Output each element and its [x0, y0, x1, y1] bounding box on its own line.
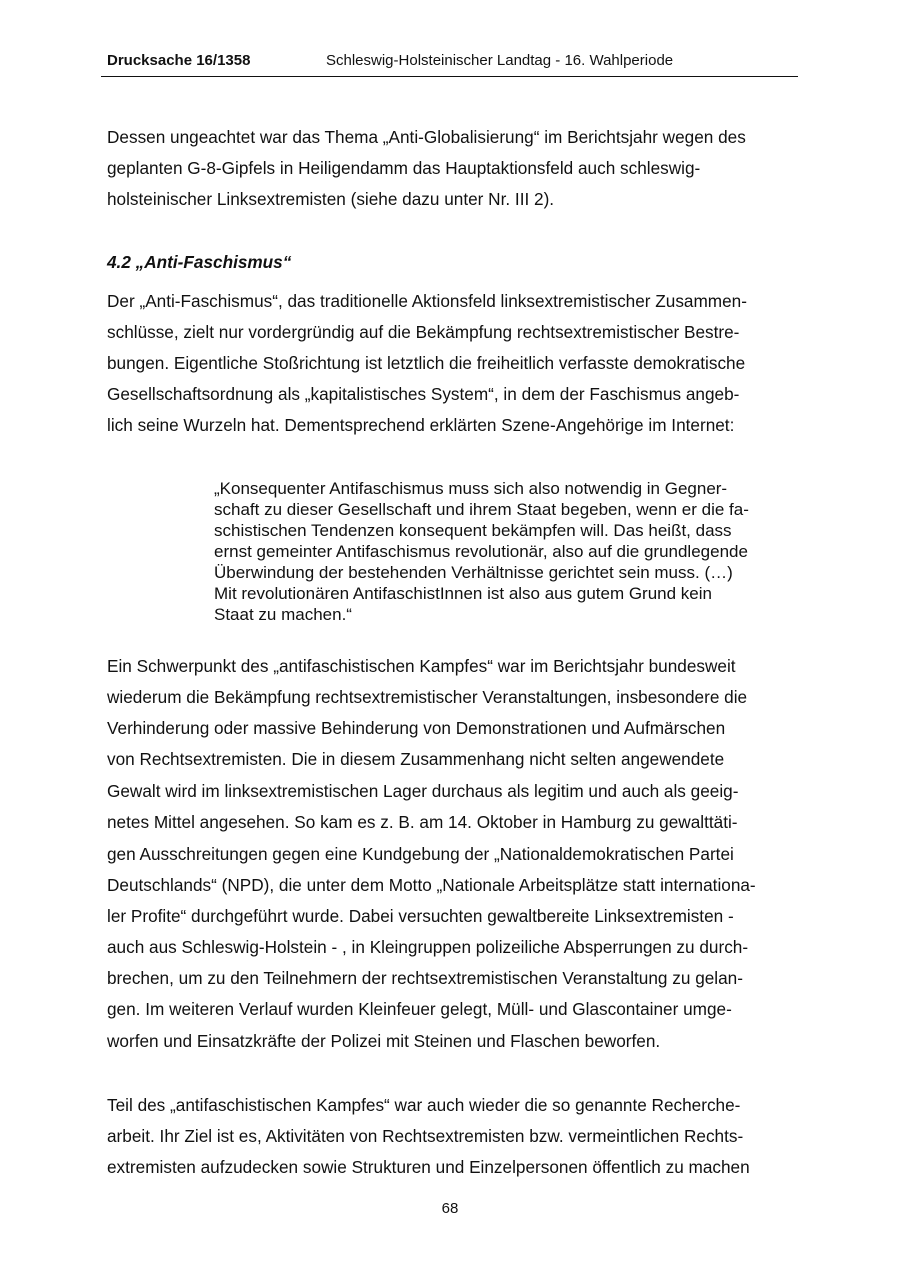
text-line: ler Profite“ durchgeführt wurde. Dabei versuchten gewaltbereite Linksextremisten - — [107, 906, 734, 926]
text-line: auch aus Schleswig-Holstein - , in Kleingruppen polizeiliche Absperrungen zu durch- — [107, 937, 749, 957]
document-number: Drucksache 16/1358 — [107, 52, 251, 69]
quote-line: Überwindung der bestehenden Verhältnisse gerichtet sein muss. (…) — [214, 563, 733, 582]
quote-line: ernst gemeinter Antifaschismus revolutionär, also auf die grundlegende — [214, 542, 748, 561]
section-heading: 4.2 „Anti-Faschismus“ — [107, 252, 292, 272]
text-line: Dessen ungeachtet war das Thema „Anti-Globalisierung“ im Berichtsjahr wegen des — [107, 127, 746, 147]
text-line: worfen und Einsatzkräfte der Polizei mit Steinen und Flaschen beworfen. — [107, 1031, 661, 1051]
page-number: 68 — [441, 1200, 459, 1217]
text-line: Gewalt wird im linksextremistischen Lager durchaus als legitim und auch als geeig- — [107, 781, 739, 801]
text-line: arbeit. Ihr Ziel ist es, Aktivitäten von Rechtsextremisten bzw. vermeintlichen Rechts- — [107, 1126, 744, 1146]
text-line: gen Ausschreitungen gegen eine Kundgebung der „Nationaldemokratischen Partei — [107, 844, 734, 864]
quote-line: „Konsequenter Antifaschismus muss sich also notwendig in Gegner- — [214, 479, 728, 498]
header-divider — [101, 76, 798, 77]
text-line: gen. Im weiteren Verlauf wurden Kleinfeuer gelegt, Müll- und Glascontainer umge- — [107, 999, 732, 1019]
text-line: Der „Anti-Faschismus“, das traditionelle Aktionsfeld linksextremistischer Zusammen- — [107, 291, 747, 311]
text-line: lich seine Wurzeln hat. Dementsprechend erklärten Szene-Angehörige im Internet: — [107, 415, 735, 435]
quote-line: Staat zu machen.“ — [214, 605, 352, 624]
text-line: brechen, um zu den Teilnehmern der rechtsextremistischen Veranstaltung zu gelan- — [107, 968, 743, 988]
quote-line: schistischen Tendenzen konsequent bekämpfen will. Das heißt, dass — [214, 521, 732, 540]
text-line: bungen. Eigentliche Stoßrichtung ist letztlich die freiheitlich verfasste demokratische — [107, 353, 746, 373]
text-line: geplanten G-8-Gipfels in Heiligendamm das Hauptaktionsfeld auch schleswig- — [107, 158, 701, 178]
text-line: holsteinischer Linksextremisten (siehe dazu unter Nr. III 2). — [107, 189, 555, 209]
text-line: Teil des „antifaschistischen Kampfes“ war auch wieder die so genannte Recherche- — [107, 1095, 741, 1115]
text-line: Deutschlands“ (NPD), die unter dem Motto „Nationale Arbeitsplätze statt internationa- — [107, 875, 756, 895]
quote-line: schaft zu dieser Gesellschaft und ihrem Staat begeben, wenn er die fa- — [214, 500, 749, 519]
text-line: netes Mittel angesehen. So kam es z. B. am 14. Oktober in Hamburg zu gewalttäti- — [107, 812, 738, 832]
text-line: Gesellschaftsordnung als „kapitalistisches System“, in dem der Faschismus angeb- — [107, 384, 740, 404]
quote-line: Mit revolutionären AntifaschistInnen ist also aus gutem Grund kein — [214, 584, 712, 603]
text-line: Ein Schwerpunkt des „antifaschistischen Kampfes“ war im Berichtsjahr bundesweit — [107, 656, 736, 676]
text-line: extremisten aufzudecken sowie Strukturen und Einzelpersonen öffentlich zu machen — [107, 1157, 750, 1177]
text-line: Verhinderung oder massive Behinderung von Demonstrationen und Aufmärschen — [107, 718, 726, 738]
document-title: Schleswig-Holsteinischer Landtag - 16. Wahlperiode — [326, 52, 674, 69]
text-line: schlüsse, zielt nur vordergründig auf die Bekämpfung rechtsextremistischer Bestre- — [107, 322, 740, 342]
text-line: von Rechtsextremisten. Die in diesem Zusammenhang nicht selten angewendete — [107, 749, 725, 769]
text-line: wiederum die Bekämpfung rechtsextremistischer Veranstaltungen, insbesondere die — [107, 687, 748, 707]
header-bar — [103, 52, 798, 74]
